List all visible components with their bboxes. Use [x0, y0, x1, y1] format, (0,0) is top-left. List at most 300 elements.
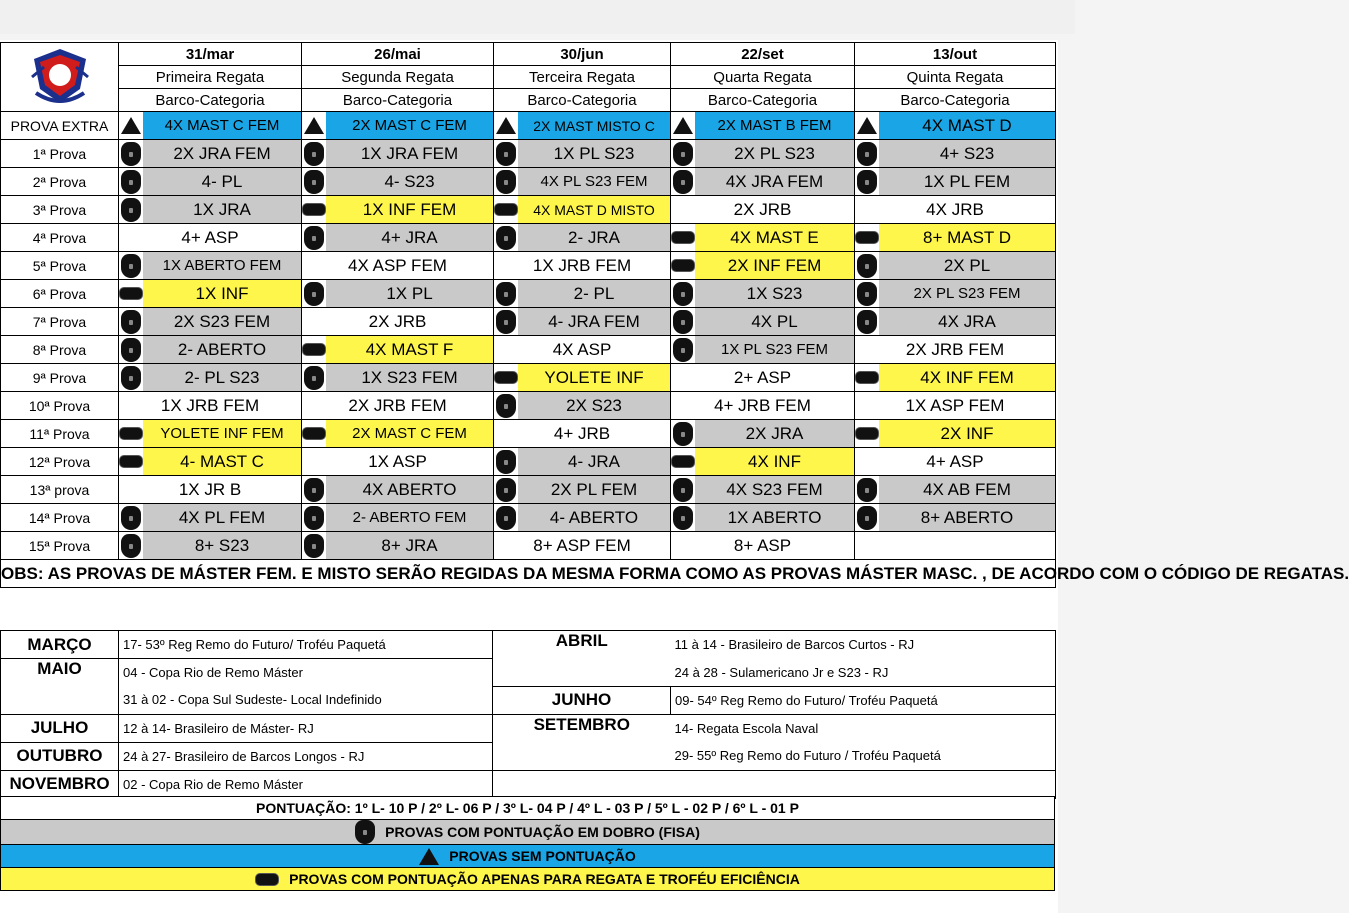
shield-icon-wrap [855, 504, 879, 531]
boat-category: 2X S23 [566, 395, 622, 415]
pill-icon [671, 231, 695, 244]
boat-category-cell [494, 140, 671, 168]
triangle-icon [419, 848, 439, 865]
event-item: 09- 54º Reg Remo do Futuro/ Troféu Paquetá [671, 686, 1056, 714]
boat-category: 4X PL S23 FEM [540, 173, 648, 190]
pill-icon-wrap [671, 252, 695, 279]
scoring-legend [0, 796, 1055, 891]
boat-category: 1X PL S23 FEM [721, 341, 828, 358]
pill-icon-wrap [494, 364, 518, 391]
event-row [1, 252, 1056, 280]
boat-category-cell [494, 448, 671, 476]
boat-category-cell [855, 112, 1056, 140]
shield-icon [857, 478, 877, 502]
date-header: 30/jun [494, 43, 671, 66]
shield-icon-wrap [494, 140, 518, 167]
boat-category: 2- ABERTO FEM [352, 509, 467, 526]
shield-icon-wrap [119, 532, 143, 559]
shield-icon-wrap [494, 504, 518, 531]
regatta-name: Terceira Regata [494, 66, 671, 89]
legend-text: PROVAS COM PONTUAÇÃO APENAS PARA REGATA E TROFÉU EFICIÊNCIA [289, 871, 800, 887]
boat-category: 8+ ASP FEM [533, 535, 631, 555]
shield-icon [121, 310, 141, 334]
event-row [1, 476, 1056, 504]
pill-icon-wrap [119, 280, 143, 307]
boat-category: 4+ ASP [926, 451, 984, 471]
event-number: 4ª Prova [1, 224, 119, 252]
boat-category: 1X INF FEM [362, 199, 457, 219]
boat-category-cell [494, 224, 671, 252]
boat-category: 4X S23 FEM [726, 479, 823, 499]
shield-icon-wrap [855, 168, 879, 195]
pill-icon-wrap [855, 224, 879, 251]
pill-icon-wrap [671, 448, 695, 475]
boat-category-cell [302, 420, 494, 448]
boat-category: 4X PL [751, 311, 798, 331]
boat-category-cell [302, 168, 494, 196]
shield-icon [121, 142, 141, 166]
boat-category: 2X PL S23 [734, 143, 815, 163]
shield-icon-wrap [302, 504, 326, 531]
boat-category: 1X PL FEM [923, 171, 1011, 191]
boat-category: 1X ASP FEM [905, 395, 1005, 415]
event-row [1, 308, 1056, 336]
shield-icon [496, 394, 516, 418]
federation-logo [28, 47, 92, 107]
boat-category-cell [302, 532, 494, 560]
event-item: 04 - Copa Rio de Remo Máster [119, 659, 493, 687]
shield-icon-wrap [671, 476, 695, 503]
event-row [1, 336, 1056, 364]
column-label: Barco-Categoria [119, 89, 302, 112]
regatta-name: Quinta Regata [855, 66, 1056, 89]
event-row [1, 280, 1056, 308]
shield-icon-wrap [302, 168, 326, 195]
boat-category-cell [494, 252, 671, 280]
boat-category: YOLETE INF [544, 367, 644, 387]
pill-icon [255, 873, 279, 886]
month-label: SETEMBRO [493, 714, 671, 770]
triangle-icon [673, 117, 693, 134]
empty-cell [493, 770, 1056, 798]
boat-category: 4X MAST D MISTO [533, 201, 655, 218]
shield-icon-wrap [302, 140, 326, 167]
shield-icon [304, 366, 324, 390]
boat-category: 2X INF FEM [727, 255, 822, 275]
pill-icon [494, 371, 518, 384]
boat-category: 1X PL S23 [553, 143, 635, 163]
boat-category-cell [671, 420, 855, 448]
pill-icon [671, 259, 695, 272]
shield-icon [673, 142, 693, 166]
shield-icon [673, 282, 693, 306]
boat-category: 1X S23 [746, 283, 803, 303]
boat-category-cell [302, 504, 494, 532]
shield-icon [121, 338, 141, 362]
regatta-name: Segunda Regata [302, 66, 494, 89]
shield-icon-wrap [302, 532, 326, 559]
shield-icon-wrap [302, 476, 326, 503]
legend-efficiency-points [1, 868, 1055, 891]
triangle-icon [496, 117, 516, 134]
federation-logo-cell [1, 43, 119, 112]
event-row [1, 504, 1056, 532]
boat-category-cell [494, 196, 671, 224]
event-number: 12ª Prova [1, 448, 119, 476]
boat-category: 2- PL [573, 283, 615, 303]
event-item: 12 à 14- Brasileiro de Máster- RJ [119, 714, 493, 742]
boat-category-cell [302, 252, 494, 280]
shield-icon-wrap [671, 336, 695, 363]
shield-icon [673, 170, 693, 194]
boat-category: 2X MAST MISTO C [533, 117, 655, 134]
event-row [1, 448, 1056, 476]
boat-category-cell [119, 420, 302, 448]
event-number: 10ª Prova [1, 392, 119, 420]
boat-category: 4X MAST F [365, 339, 454, 359]
event-number: 9ª Prova [1, 364, 119, 392]
boat-category: 1X ABERTO FEM [162, 257, 282, 274]
regatta-schedule-table [0, 42, 1349, 588]
shield-icon [496, 478, 516, 502]
event-number: 3ª Prova [1, 196, 119, 224]
column-label: Barco-Categoria [855, 89, 1056, 112]
boat-category-cell [671, 224, 855, 252]
boat-category: 4X MAST E [730, 227, 819, 247]
shield-icon-wrap [855, 308, 879, 335]
boat-category: 2+ ASP [733, 367, 792, 387]
shield-icon-wrap [494, 392, 518, 419]
event-row [1, 196, 1056, 224]
shield-icon [496, 506, 516, 530]
event-row [1, 168, 1056, 196]
shield-icon [857, 170, 877, 194]
pill-icon-wrap [671, 224, 695, 251]
boat-category: 4X JRB [926, 199, 984, 219]
column-label: Barco-Categoria [494, 89, 671, 112]
event-item: 31 à 02 - Copa Sul Sudeste- Local Indefinido [119, 686, 493, 714]
boat-category: 2X S23 FEM [173, 311, 271, 331]
boat-category: 1X JRA [193, 199, 251, 219]
shield-icon [304, 226, 324, 250]
triangle-icon [121, 117, 141, 134]
shield-icon-wrap [302, 364, 326, 391]
boat-category: 4X MAST C FEM [164, 117, 280, 134]
boat-category: 4- JRA [568, 451, 620, 471]
column-label: Barco-Categoria [302, 89, 494, 112]
month-label: NOVEMBRO [1, 770, 119, 798]
pill-icon-wrap [302, 420, 326, 447]
shield-icon [496, 142, 516, 166]
boat-category-cell [302, 280, 494, 308]
shield-icon-wrap [494, 448, 518, 475]
shield-icon-wrap [671, 308, 695, 335]
shield-icon-wrap [119, 308, 143, 335]
boat-category-cell [119, 392, 302, 420]
boat-category-cell [494, 112, 671, 140]
boat-category: 2X MAST B FEM [717, 117, 832, 134]
shield-icon [304, 534, 324, 558]
shield-icon-wrap [671, 420, 695, 447]
pill-icon [302, 427, 326, 440]
shield-icon-wrap [671, 140, 695, 167]
boat-category: 4X ASP FEM [348, 255, 447, 275]
boat-category-cell [671, 112, 855, 140]
event-item: 17- 53º Reg Remo do Futuro/ Troféu Paquetá [119, 631, 493, 659]
boat-category-cell [119, 336, 302, 364]
triangle-icon [857, 117, 877, 134]
pill-icon-wrap [855, 420, 879, 447]
boat-category-cell [671, 308, 855, 336]
boat-category: 2X PL FEM [550, 479, 638, 499]
boat-category: 1X ABERTO [727, 507, 822, 527]
shield-icon [121, 506, 141, 530]
pill-icon [855, 427, 879, 440]
boat-category-cell [855, 504, 1056, 532]
shield-icon [496, 450, 516, 474]
shield-icon [304, 478, 324, 502]
boat-category: 4+ JRA [381, 227, 438, 247]
boat-category: 1X INF [195, 283, 249, 303]
boat-category: 1X JR B [178, 479, 242, 499]
boat-category: 1X PL [386, 283, 433, 303]
boat-category: 4X MAST D [922, 115, 1012, 135]
shield-icon [857, 310, 877, 334]
shield-icon [673, 338, 693, 362]
legend-no-points [1, 845, 1055, 868]
boat-category-cell [302, 476, 494, 504]
event-number: 14ª Prova [1, 504, 119, 532]
boat-category: 1X JRA FEM [360, 143, 459, 163]
boat-category: 4X INF FEM [920, 367, 1014, 387]
boat-category: 4- ABERTO [549, 507, 639, 527]
triangle-icon-wrap [119, 112, 143, 139]
event-number: 13ª prova [1, 476, 119, 504]
shield-icon [673, 506, 693, 530]
boat-category-cell [671, 140, 855, 168]
month-label: MARÇO [1, 631, 119, 659]
event-row [1, 364, 1056, 392]
event-number: 15ª Prova [1, 532, 119, 560]
date-header: 13/out [855, 43, 1056, 66]
pill-icon [302, 343, 326, 356]
event-number: 2ª Prova [1, 168, 119, 196]
boat-category-cell [494, 476, 671, 504]
events-calendar [0, 630, 1056, 799]
boat-category-cell [494, 280, 671, 308]
pill-icon [302, 203, 326, 216]
boat-category-cell [494, 504, 671, 532]
boat-category-cell [855, 420, 1056, 448]
boat-category-cell [855, 252, 1056, 280]
event-item: 29- 55º Reg Remo do Futuro / Troféu Paquetá [671, 742, 1056, 770]
shield-icon-wrap [855, 476, 879, 503]
event-item: 24 à 27- Brasileiro de Barcos Longos - RJ [119, 742, 493, 770]
triangle-icon-wrap [855, 112, 879, 139]
boat-category: 1X S23 FEM [361, 367, 458, 387]
shield-icon-wrap [671, 280, 695, 307]
scoring-rule: PONTUAÇÃO: 1º L- 10 P / 2º L- 06 P / 3º L- 04 P / 4º L - 03 P / 5º L - 02 P / 6º L - 01 P [1, 797, 1055, 820]
boat-category-cell [855, 336, 1056, 364]
boat-category: 8+ MAST D [922, 227, 1012, 247]
boat-category: 1X ASP [368, 451, 427, 471]
shield-icon-wrap [119, 364, 143, 391]
boat-category-cell [119, 448, 302, 476]
shield-icon [121, 170, 141, 194]
shield-icon [304, 282, 324, 306]
event-number: 8ª Prova [1, 336, 119, 364]
shield-icon-wrap [671, 504, 695, 531]
boat-category-cell [855, 224, 1056, 252]
boat-category-cell [855, 196, 1056, 224]
shield-icon-wrap [119, 168, 143, 195]
shield-icon-wrap [494, 476, 518, 503]
month-label: OUTUBRO [1, 742, 119, 770]
shield-icon [496, 310, 516, 334]
shield-icon-wrap [855, 140, 879, 167]
pill-icon-wrap [302, 196, 326, 223]
boat-category-cell [671, 252, 855, 280]
event-number: 6ª Prova [1, 280, 119, 308]
shield-icon [857, 254, 877, 278]
pill-icon [119, 427, 143, 440]
shield-icon [121, 534, 141, 558]
shield-icon [857, 282, 877, 306]
boat-category-cell [494, 308, 671, 336]
boat-category-cell [671, 392, 855, 420]
shield-icon [304, 142, 324, 166]
event-number: 7ª Prova [1, 308, 119, 336]
shield-icon [121, 366, 141, 390]
boat-category-cell [855, 140, 1056, 168]
event-item: 02 - Copa Rio de Remo Máster [119, 770, 493, 798]
boat-category-cell [494, 392, 671, 420]
event-number: 11ª Prova [1, 420, 119, 448]
event-row [1, 420, 1056, 448]
boat-category-cell [855, 448, 1056, 476]
boat-category: 4X PL FEM [178, 507, 266, 527]
shield-icon-wrap [494, 224, 518, 251]
triangle-icon [304, 117, 324, 134]
shield-icon [673, 310, 693, 334]
boat-category: 4+ JRB [553, 423, 611, 443]
boat-category-cell [855, 532, 1056, 560]
boat-category-cell [671, 280, 855, 308]
shield-icon-wrap [494, 168, 518, 195]
boat-category-cell [119, 280, 302, 308]
pill-icon [855, 371, 879, 384]
boat-category-cell [671, 196, 855, 224]
shield-icon-wrap [855, 252, 879, 279]
event-item: 11 à 14 - Brasileiro de Barcos Curtos - RJ [671, 631, 1056, 659]
shield-icon-wrap [119, 140, 143, 167]
month-label: JULHO [1, 714, 119, 742]
boat-category: 2X INF [940, 423, 994, 443]
shield-icon-wrap [494, 308, 518, 335]
boat-category: 2X JRB FEM [348, 395, 447, 415]
shield-icon-wrap [855, 280, 879, 307]
event-row [1, 140, 1056, 168]
boat-category-cell [119, 504, 302, 532]
boat-category: 4X ABERTO [362, 479, 457, 499]
boat-category-cell [855, 392, 1056, 420]
shield-icon-wrap [494, 280, 518, 307]
regatta-name: Primeira Regata [119, 66, 302, 89]
boat-category-cell [855, 168, 1056, 196]
boat-category: 2X PL [943, 255, 991, 275]
event-item: 24 à 28 - Sulamericano Jr e S23 - RJ [671, 659, 1056, 687]
event-row [1, 224, 1056, 252]
boat-category-cell [302, 392, 494, 420]
boat-category-cell [855, 280, 1056, 308]
boat-category: 8+ ABERTO [920, 507, 1014, 527]
boat-category: 2X MAST C FEM [352, 425, 467, 442]
date-header: 22/set [671, 43, 855, 66]
boat-category: 2- PL S23 [184, 367, 260, 387]
boat-category: 4+ S23 [939, 143, 995, 163]
event-row [1, 392, 1056, 420]
event-row [1, 532, 1056, 560]
date-header: 26/mai [302, 43, 494, 66]
shield-icon [857, 142, 877, 166]
shield-icon [496, 282, 516, 306]
boat-category: 1X JRB FEM [160, 395, 260, 415]
boat-category-cell [302, 336, 494, 364]
boat-category-cell [671, 448, 855, 476]
boat-category-cell [119, 196, 302, 224]
month-label: JUNHO [493, 686, 671, 714]
shield-icon [857, 506, 877, 530]
shield-icon-wrap [119, 336, 143, 363]
pill-icon-wrap [494, 196, 518, 223]
boat-category: 8+ ASP [733, 535, 792, 555]
boat-category: 4+ ASP [181, 227, 239, 247]
boat-category-cell [302, 364, 494, 392]
boat-category-cell [119, 476, 302, 504]
legend-text: PROVAS COM PONTUAÇÃO EM DOBRO (FISA) [385, 824, 700, 840]
boat-category: 4- S23 [384, 171, 435, 191]
boat-category-cell [671, 504, 855, 532]
shield-icon-wrap [671, 168, 695, 195]
date-header: 31/mar [119, 43, 302, 66]
shield-icon [121, 198, 141, 222]
boat-category: 2X MAST C FEM [352, 117, 467, 134]
boat-category-cell [855, 476, 1056, 504]
pill-icon-wrap [119, 448, 143, 475]
shield-icon-wrap [119, 252, 143, 279]
shield-icon [304, 506, 324, 530]
boat-category-cell [302, 308, 494, 336]
boat-category: 2- ABERTO [177, 339, 267, 359]
boat-category: 8+ JRA [381, 535, 438, 555]
shield-icon-wrap [119, 504, 143, 531]
pill-icon-wrap [302, 336, 326, 363]
boat-category-cell [302, 224, 494, 252]
boat-category: 2X JRA FEM [173, 143, 271, 163]
pill-icon [494, 203, 518, 216]
event-number: 5ª Prova [1, 252, 119, 280]
column-label: Barco-Categoria [671, 89, 855, 112]
triangle-icon-wrap [302, 112, 326, 139]
boat-category: 2X PL S23 FEM [913, 285, 1021, 302]
month-label: ABRIL [493, 631, 671, 687]
shield-icon-wrap [119, 196, 143, 223]
boat-category-cell [302, 196, 494, 224]
boat-category: 4X INF [748, 451, 801, 471]
boat-category-cell [119, 532, 302, 560]
pill-icon [855, 231, 879, 244]
boat-category-cell [302, 112, 494, 140]
